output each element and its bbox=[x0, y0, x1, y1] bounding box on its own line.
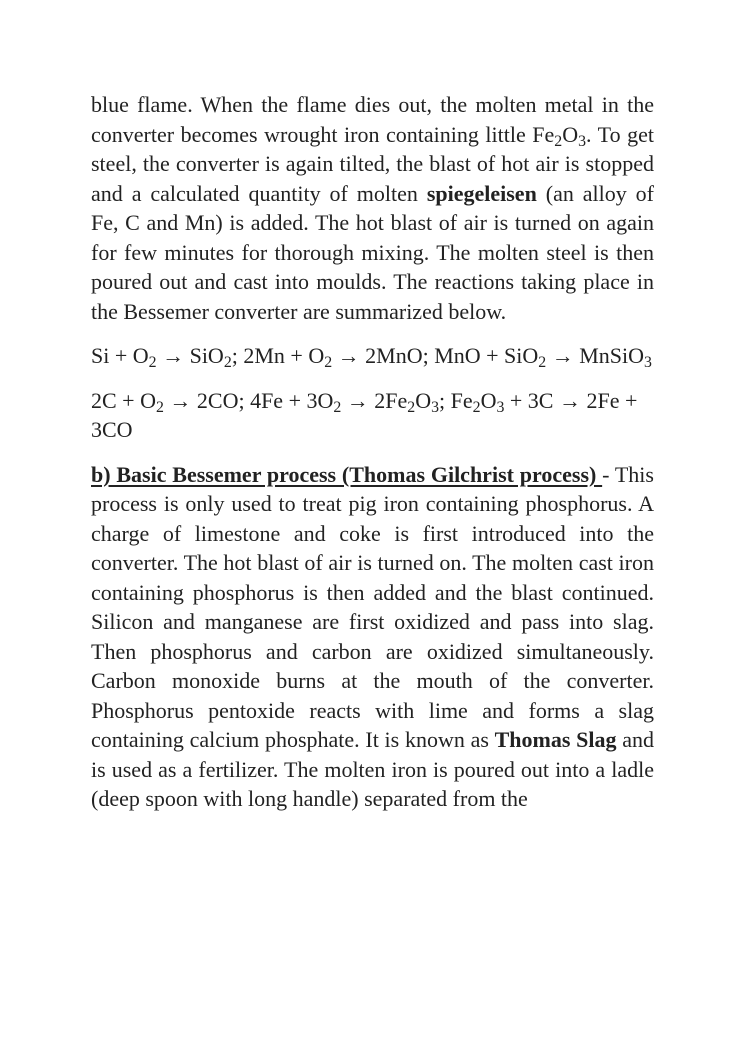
text: blue flame. When the flame dies out, the molten metal in the converter becomes wrought iron containing little Fe bbox=[91, 92, 654, 147]
eq-text: + 3C → 2Fe + 3CO bbox=[91, 387, 638, 442]
eq-text: O bbox=[480, 387, 497, 413]
subscript: 3 bbox=[496, 398, 505, 416]
section-heading: b) Basic Bessemer process (Thomas Gilchrist process) bbox=[91, 461, 603, 487]
eq-text: → MnSiO bbox=[546, 343, 645, 368]
subscript: 2 bbox=[148, 354, 157, 372]
term-thomas-slag: Thomas Slag bbox=[494, 727, 617, 752]
text: (an alloy of Fe, C and Mn) is added. The hot blast of air is turned on again for few minutes for thorough mixing. The molten steel is then poured out and cast into moulds. The reactions taking place in the Bessemer converter are summarized below. bbox=[91, 180, 655, 324]
paragraph-basic-bessemer bbox=[91, 460, 654, 814]
eq-text: → SiO bbox=[156, 343, 224, 368]
term-spiegeleisen: spiegeleisen bbox=[426, 180, 537, 206]
subscript: 2 bbox=[472, 398, 481, 416]
document-page bbox=[91, 90, 654, 814]
subscript: 2 bbox=[155, 398, 164, 416]
text: . To get steel, the converter is again tilted, the blast of hot air is stopped and a calculated quantity of molten bbox=[91, 121, 654, 206]
subscript: 2 bbox=[223, 354, 232, 372]
subscript: 3 bbox=[578, 132, 587, 150]
subscript: 2 bbox=[324, 354, 333, 372]
eq-text: ; Fe bbox=[439, 387, 473, 413]
subscript: 2 bbox=[538, 354, 547, 372]
subscript: 3 bbox=[431, 398, 440, 416]
text: and is used as a fertilizer. The molten iron is poured out into a ladle (deep spoon with long handle) separated from the bbox=[91, 727, 654, 811]
subscript: 2 bbox=[554, 132, 563, 150]
paragraph-bessemer-steel bbox=[91, 90, 654, 326]
subscript: 2 bbox=[333, 398, 342, 416]
subscript: 3 bbox=[644, 354, 652, 372]
equation-line-2 bbox=[91, 386, 654, 445]
equation-line-1 bbox=[91, 341, 654, 371]
eq-text: → 2Fe bbox=[341, 387, 408, 413]
eq-text: 2C + O bbox=[91, 387, 156, 413]
eq-text: Si + O bbox=[91, 343, 149, 368]
eq-text: → 2CO; 4Fe + 3O bbox=[163, 387, 334, 413]
eq-text: ; 2Mn + O bbox=[231, 343, 325, 368]
eq-text: → 2MnO; MnO + SiO bbox=[332, 343, 539, 368]
text: - This process is only used to treat pig iron containing phosphorus. A charge of limestone and coke is first introduced into the converter. The hot blast of air is turned on. The molten cast iron containing phosphorus is then added and the blast continued. Silicon and manganese are first oxidized and pass into slag. Then phosphorus and carbon are oxidized simultaneously. Carbon monoxide burns at the mouth of the converter. Phosphorus pentoxide reacts with lime and forms a slag containing calcium phosphate. It is known as bbox=[91, 461, 654, 752]
subscript: 2 bbox=[407, 398, 416, 416]
eq-text: O bbox=[415, 387, 432, 413]
text: O bbox=[562, 121, 579, 147]
